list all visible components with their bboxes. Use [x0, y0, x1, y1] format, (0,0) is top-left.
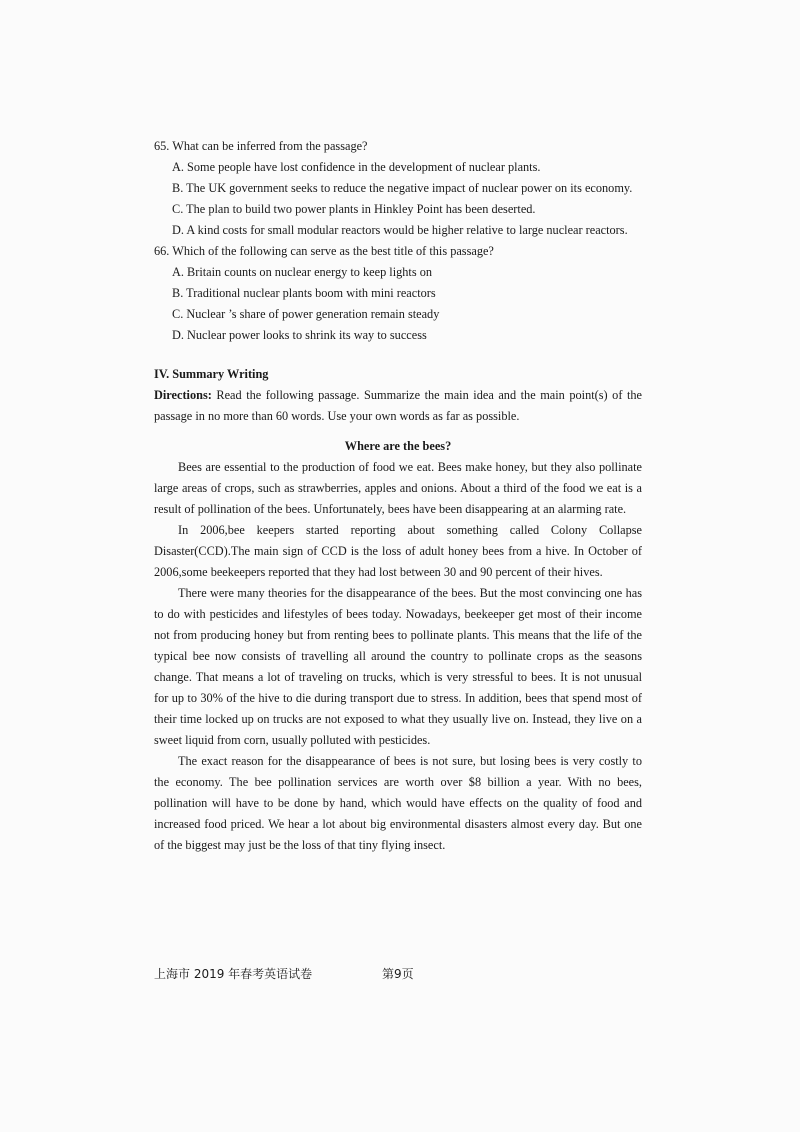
directions-line-1	[154, 385, 642, 406]
passage-paragraph	[154, 520, 642, 583]
exam-title: 上海市 2019 年春考英语试卷	[154, 967, 313, 981]
passage-line: not from producing honey but from renting bees to pollinate plants. This means that the life of the	[154, 628, 642, 642]
passage-line: result of pollination of the bees. Unfortunately, bees have been disappearing at an alarming rate.	[154, 502, 627, 516]
section-heading: IV. Summary Writing	[154, 367, 269, 381]
passage-line: for up to 30% of the hive to die during transport due to stress. In addition, bees that spend most of	[154, 691, 642, 705]
passage-line: increased food priced. We hear a lot about big environmental disasters almost every day. But one	[154, 817, 642, 831]
question-65	[154, 136, 642, 241]
page-footer	[154, 965, 414, 982]
option-b: B. The UK government seeks to reduce the negative impact of nuclear power on its economy.	[172, 181, 633, 195]
option-a: A. Britain counts on nuclear energy to keep lights on	[172, 265, 432, 279]
option-d: D. A kind costs for small modular reactors would be higher relative to large nuclear reactors.	[172, 223, 628, 237]
passage-line: Bees are essential to the production of food we eat. Bees make honey, but they also pollinate	[178, 460, 642, 474]
passage-body	[154, 457, 642, 856]
option-a: A. Some people have lost confidence in the development of nuclear plants.	[172, 160, 541, 174]
spacer	[154, 346, 642, 364]
passage-paragraph	[154, 751, 642, 856]
passage-line: change. That means a lot of traveling on trucks, which is very stressful to bees. It is not unusual	[154, 670, 642, 684]
passage-line: The exact reason for the disappearance of bees is not sure, but losing bees is very costly to	[178, 754, 642, 768]
passage-line: sweet liquid from corn, usually polluted with pesticides.	[154, 733, 431, 747]
passage-line: There were many theories for the disappearance of the bees. But the most convincing one has	[178, 586, 642, 600]
question-stem: 65. What can be inferred from the passage?	[154, 139, 368, 153]
passage-line: pollination will have to be done by hand, which would have effects on the quality of food and	[154, 796, 642, 810]
passage-line: of the biggest may just be the loss of that tiny flying insect.	[154, 838, 446, 852]
passage-line: the economy. The bee pollination services are worth over $8 billion a year. With no bees,	[154, 775, 642, 789]
option-c: C. Nuclear ’s share of power generation remain steady	[172, 307, 440, 321]
passage-line: In 2006,bee keepers started reporting about something called Colony Collapse	[178, 523, 642, 537]
passage-line: to do with pesticides and lifestyles of bees today. Nowadays, beekeeper get most of their income	[154, 607, 642, 621]
page-content	[154, 136, 642, 856]
passage-paragraph	[154, 583, 642, 751]
question-66	[154, 241, 642, 346]
passage-line: large areas of crops, such as strawberries, apples and onions. About a third of the food we eat is a	[154, 481, 642, 495]
directions-label: Directions:	[154, 388, 212, 402]
passage-line: Disaster(CCD).The main sign of CCD is the loss of adult honey bees from a hive. In October of	[154, 544, 642, 558]
directions-text: Read the following passage. Summarize the main idea and the main point(s) of the	[211, 388, 642, 402]
option-d: D. Nuclear power looks to shrink its way to success	[172, 328, 427, 342]
passage-line: their time locked up on trucks are not exposed to what they usually live on. Instead, they live on a	[154, 712, 642, 726]
passage-line: 2006,some beekeepers reported that they had lost between 30 and 90 percent of their hives.	[154, 565, 603, 579]
page-number: 第9页	[382, 967, 414, 981]
option-c: C. The plan to build two power plants in Hinkley Point has been deserted.	[172, 202, 536, 216]
passage-paragraph	[154, 457, 642, 520]
passage-title: Where are the bees?	[344, 439, 452, 453]
option-b: B. Traditional nuclear plants boom with mini reactors	[172, 286, 436, 300]
directions-line-2: passage in no more than 60 words. Use your own words as far as possible.	[154, 409, 520, 423]
passage-line: typical bee now consists of travelling all around the country to pollinate crops as the seasons	[154, 649, 642, 663]
question-stem: 66. Which of the following can serve as the best title of this passage?	[154, 244, 494, 258]
